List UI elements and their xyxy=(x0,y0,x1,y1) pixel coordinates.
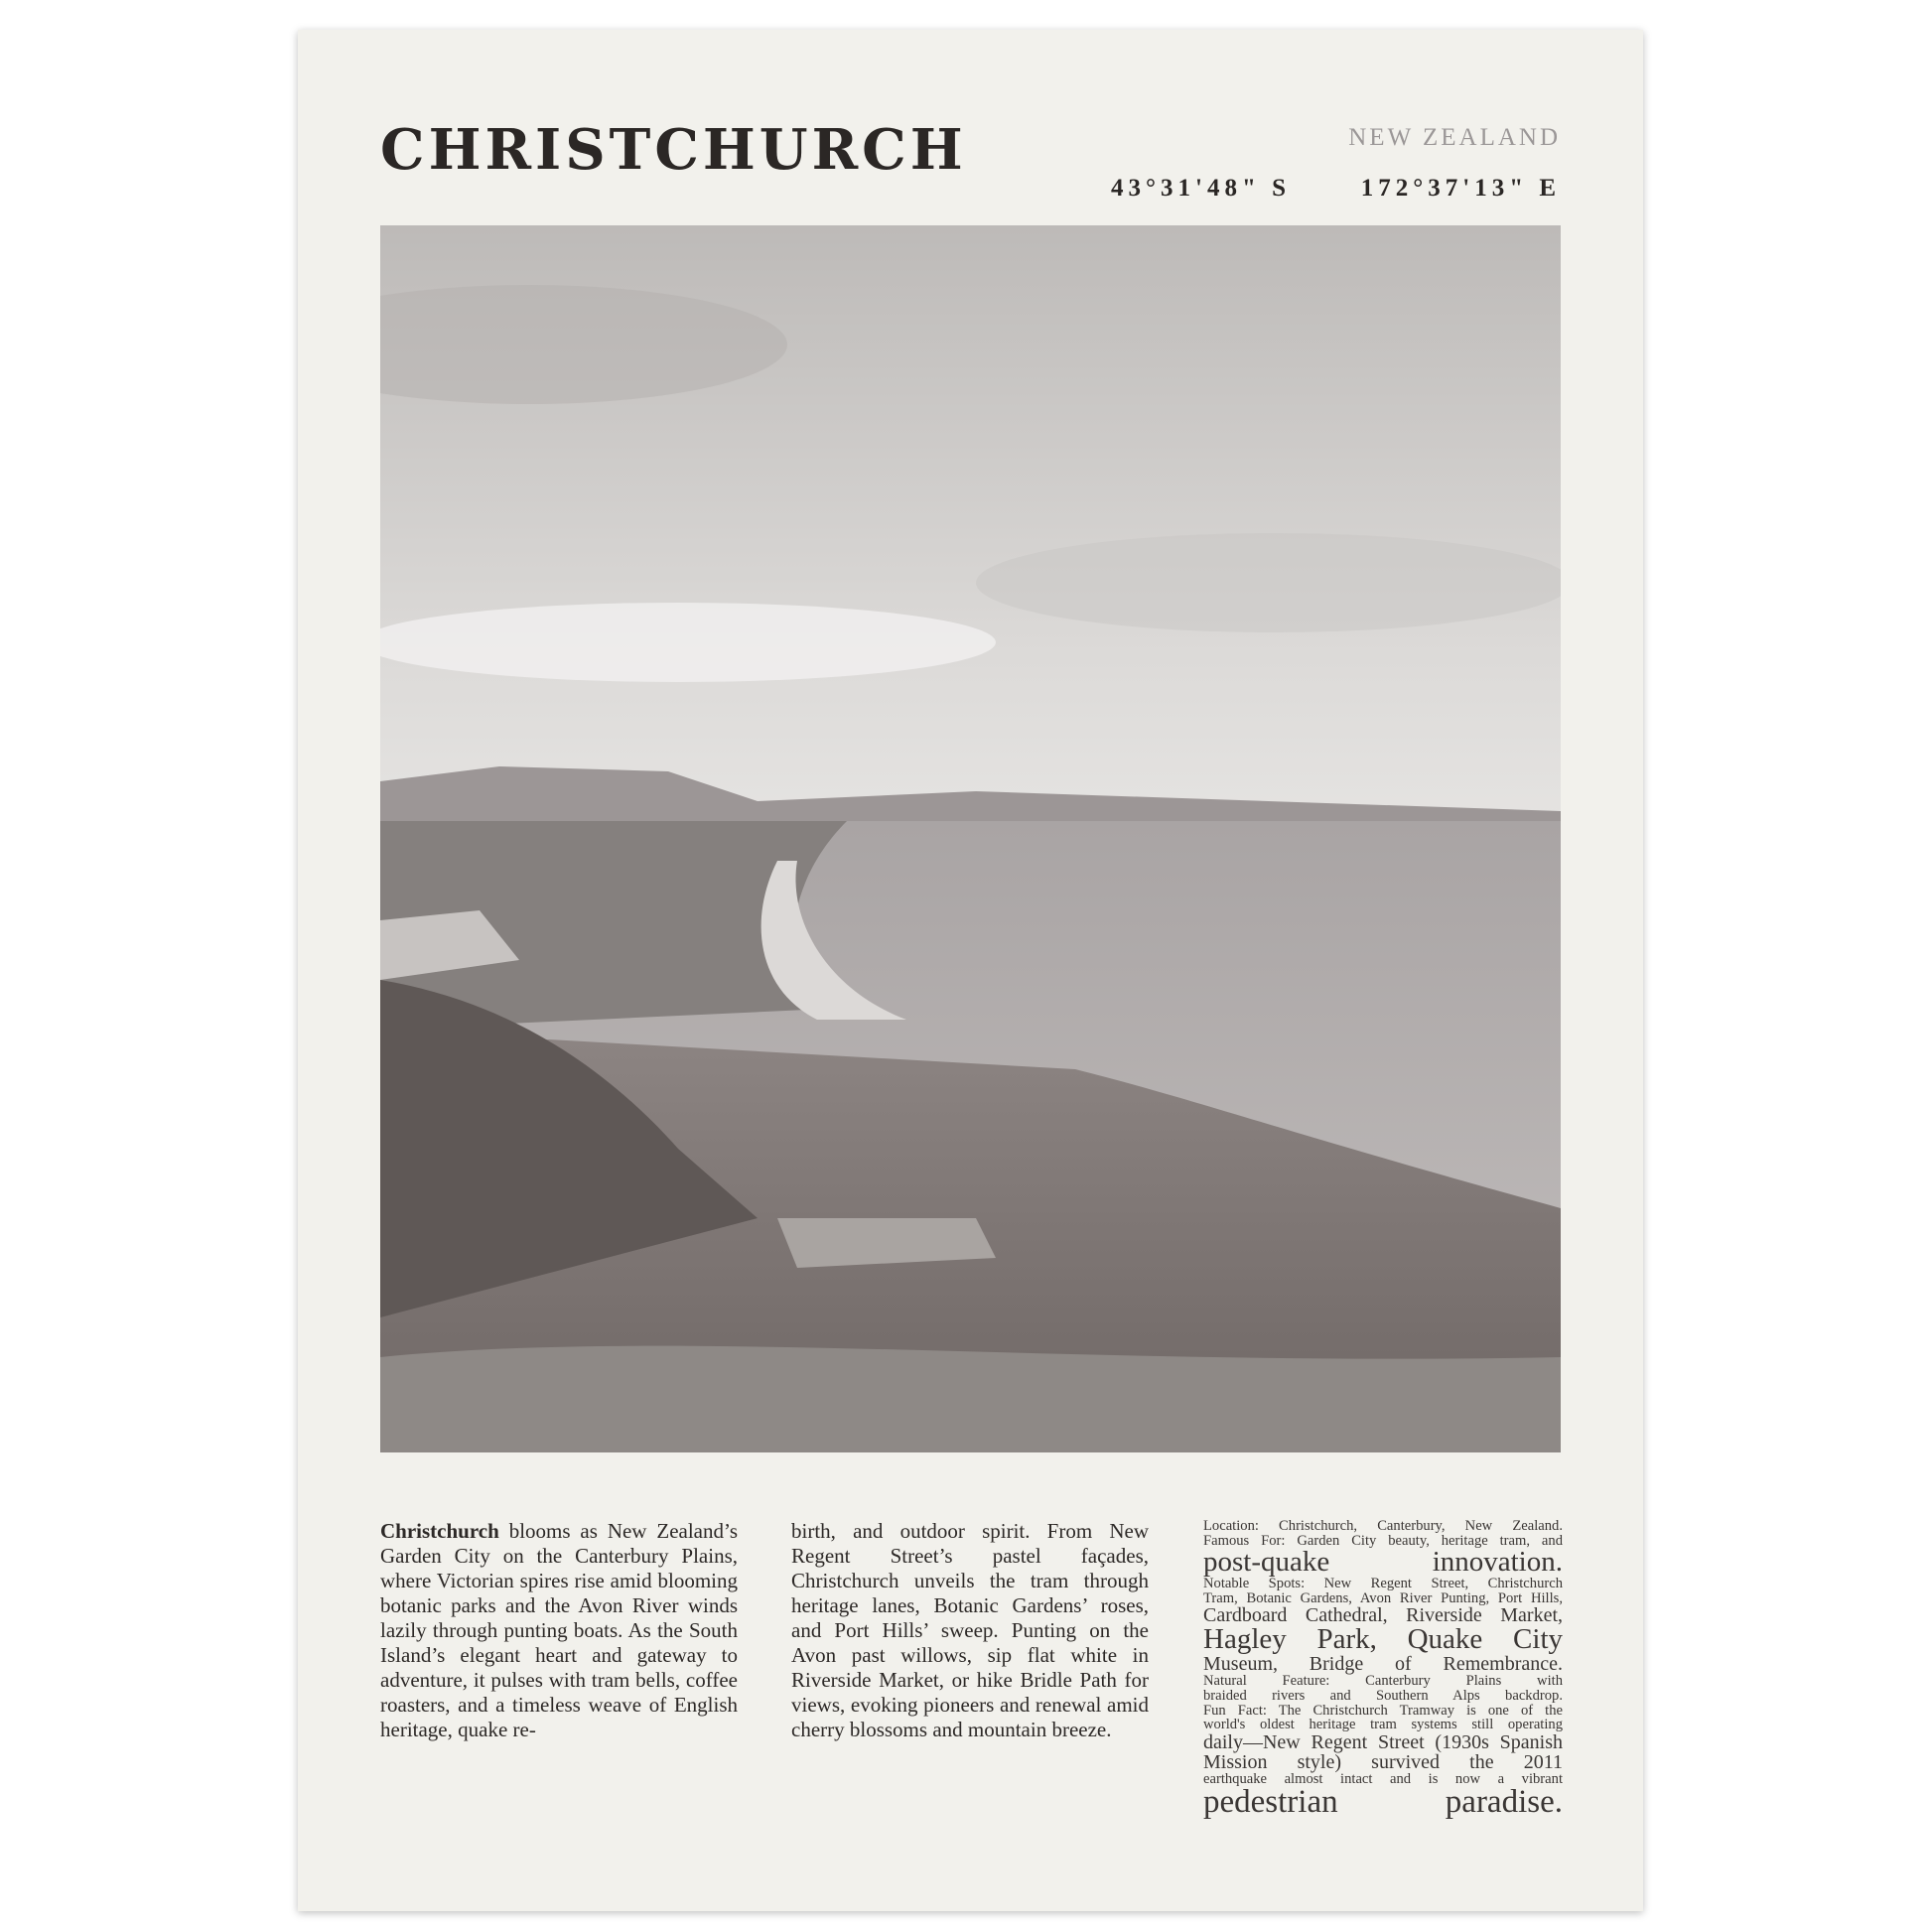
fact-line: Famous For: Garden City beauty, heritage tram, and xyxy=(1203,1532,1563,1549)
fact-line: braided rivers and Southern Alps backdrop. xyxy=(1203,1687,1563,1704)
description-text-1: blooms as New Zealand’s Garden City on the Canterbury Plains, where Victorian spires rise amid blooming botanic parks and the Avon River winds lazily through punting boats. As the South Island’s elegant heart and gateway to adventure, it pulses with tram bells, coffee roasters, and a timeless weave of English heritage, quake re- xyxy=(380,1519,738,1741)
city-title: CHRISTCHURCH xyxy=(380,117,967,183)
fact-line: Cardboard Cathedral, Riverside Market, xyxy=(1203,1604,1563,1627)
fact-line: Location: Christchurch, Canterbury, New Zealand. xyxy=(1203,1518,1563,1534)
fact-line: Notable Spots: New Regent Street, Christchurch xyxy=(1203,1576,1563,1592)
longitude: 172°37'13" E xyxy=(1360,175,1561,202)
fact-line: pedestrian paradise. xyxy=(1203,1784,1563,1821)
description-text-2: birth, and outdoor spirit. From New Regent Street’s pastel façades, Christchurch unveils the tram through heritage lanes, Botanic Gardens’ roses, and Port Hills’ sweep. Punting on the Avon past willows, sip flat white in Riverside Market, or hike Bridle Path for views, evoking pioneers and renewal amid cherry blossoms and mountain breeze. xyxy=(791,1519,1149,1741)
latitude: 43°31'48" S xyxy=(1111,175,1291,202)
fact-line: Mission style) survived the 2011 xyxy=(1203,1750,1563,1773)
fact-line: Fun Fact: The Christchurch Tramway is one of the xyxy=(1203,1702,1563,1719)
fact-line: Tram, Botanic Gardens, Avon River Punting, Port Hills, xyxy=(1203,1589,1563,1606)
fact-line: post-quake innovation. xyxy=(1203,1546,1563,1579)
coastline-photo xyxy=(380,225,1561,1452)
description-lead: Christchurch xyxy=(380,1519,499,1543)
fact-line: Hagley Park, Quake City xyxy=(1203,1623,1563,1656)
poster xyxy=(298,30,1643,1911)
facts-column xyxy=(1203,1519,1563,1819)
description-column-1 xyxy=(380,1519,738,1742)
fact-line: world's oldest heritage tram systems still operating xyxy=(1203,1717,1563,1733)
country-label: NEW ZEALAND xyxy=(1348,124,1561,151)
fact-line: earthquake almost intact and is now a vibrant xyxy=(1203,1770,1563,1787)
fact-line: Natural Feature: Canterbury Plains with xyxy=(1203,1673,1563,1690)
fact-line: daily—New Regent Street (1930s Spanish xyxy=(1203,1730,1563,1753)
fact-line: Museum, Bridge of Remembrance. xyxy=(1203,1653,1563,1676)
